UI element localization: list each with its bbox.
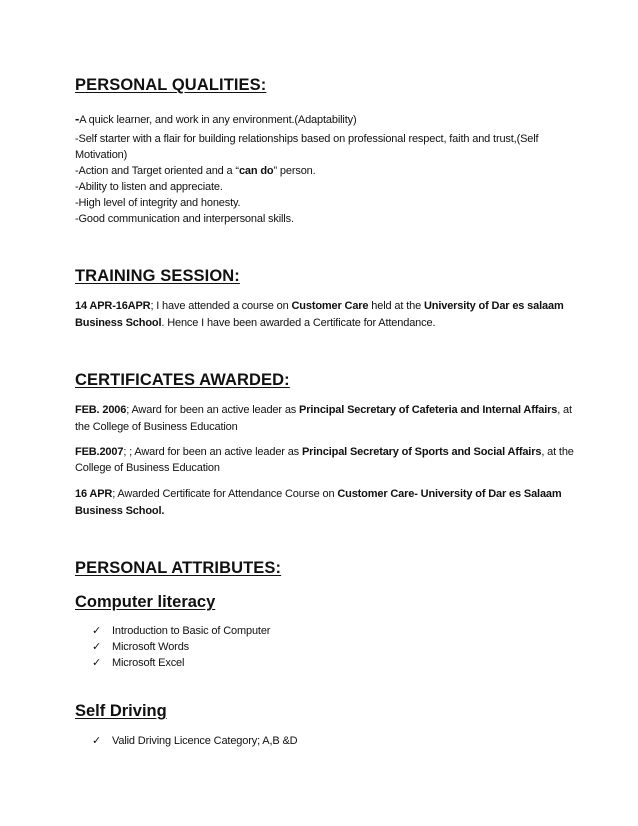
training-text-1: ; I have attended a course on	[150, 300, 292, 312]
certificate-3-course: Customer Care- University of Dar es Salaam	[337, 488, 562, 500]
checkmark-icon: ✓	[92, 641, 102, 653]
quality-adaptability	[75, 111, 357, 129]
quality-self-motivation-cont: Motivation)	[75, 149, 128, 161]
training-session-heading: TRAINING SESSION:	[75, 267, 240, 285]
checkmark-icon: ✓	[92, 625, 102, 637]
training-line-2	[75, 316, 435, 332]
computer-item-3	[92, 656, 184, 671]
certificate-1-tail: , at	[557, 404, 572, 416]
training-school: University of Dar es salaam	[423, 300, 564, 312]
computer-literacy-heading: Computer literacy	[75, 593, 216, 611]
computer-item-label: Introduction to Basic of Computer	[112, 625, 271, 637]
personal-qualities-heading: PERSONAL QUALITIES:	[75, 76, 267, 94]
quality-communication: -Good communication and interpersonal skills.	[75, 213, 294, 225]
training-text-2: held at the	[368, 300, 424, 312]
certificate-1-date: FEB. 2006	[75, 404, 127, 416]
certificate-3-line-1	[75, 487, 562, 503]
computer-item-2	[92, 640, 189, 655]
certificate-2-role: Principal Secretary of Sports and Social Affairs	[301, 446, 542, 458]
certificate-3-text: ; Awarded Certificate for Attendance Course on	[112, 488, 338, 500]
quality-can-do-a: -Action and Target oriented and a “	[75, 165, 239, 177]
driving-item-label: Valid Driving Licence Category; A,B &D	[112, 735, 298, 747]
certificate-2-line-2: College of Business Education	[75, 462, 220, 474]
training-date: 14 APR-16APR	[75, 300, 151, 312]
certificate-1-line-2: the College of Business Education	[75, 421, 238, 433]
checkmark-icon: ✓	[92, 657, 102, 669]
certificate-1-role: Principal Secretary of Cafeteria and Internal Affairs	[299, 404, 558, 416]
computer-item-label: Microsoft Words	[112, 641, 190, 653]
certificate-3-school: Business School.	[75, 505, 165, 517]
certificates-heading: CERTIFICATES AWARDED:	[75, 371, 290, 389]
training-line-1	[75, 299, 564, 315]
quality-adaptability-text: A quick learner, and work in any environment.(Adaptability)	[79, 114, 357, 126]
quality-listen: -Ability to listen and appreciate.	[75, 181, 223, 193]
quality-dash: -	[75, 111, 80, 126]
computer-item-label: Microsoft Excel	[112, 657, 185, 669]
certificate-2-line-1	[75, 445, 574, 461]
certificate-3-line-2	[75, 504, 164, 520]
certificate-3-date: 16 APR	[75, 488, 113, 500]
quality-integrity: -High level of integrity and honesty.	[75, 197, 241, 209]
certificate-2-tail: , at the	[541, 446, 574, 458]
training-school-cont: Business School	[75, 317, 162, 329]
driving-item-1	[92, 734, 297, 749]
training-course: Customer Care	[291, 300, 369, 312]
quality-can-do-bold: can do	[238, 165, 274, 177]
self-driving-heading: Self Driving	[75, 702, 167, 720]
quality-can-do-c: ” person.	[273, 165, 316, 177]
checkmark-icon: ✓	[92, 735, 102, 747]
certificate-1-text: ; Award for been an active leader as	[126, 404, 300, 416]
computer-item-1	[92, 624, 270, 639]
certificate-1-line-1	[75, 403, 572, 419]
certificate-2-date: FEB.2007	[75, 446, 124, 458]
training-text-3: . Hence I have been awarded a Certificate for Attendance.	[161, 317, 436, 329]
certificate-2-text: ; ; Award for been an active leader as	[123, 446, 302, 458]
quality-self-motivation: -Self starter with a flair for building relationships based on professional respect, faith and trust,(Self	[75, 133, 539, 145]
quality-can-do	[75, 164, 316, 180]
personal-attributes-heading: PERSONAL ATTRIBUTES:	[75, 559, 282, 577]
